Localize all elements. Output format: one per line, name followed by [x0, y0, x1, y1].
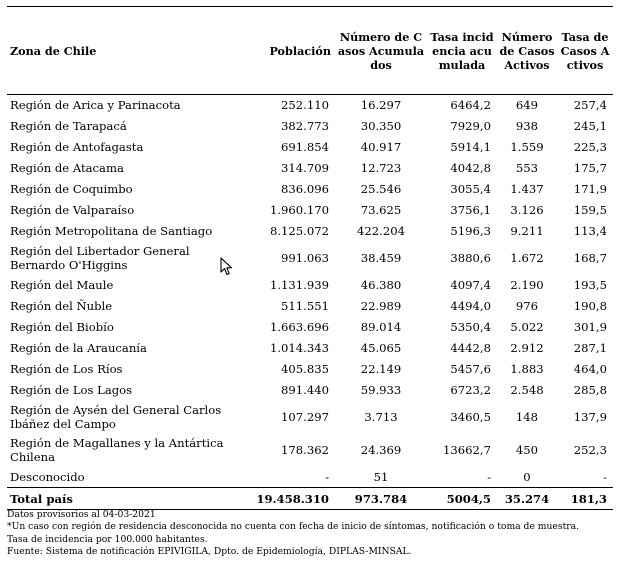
header-tasa-activos: Tasa de Casos Activos: [560, 29, 610, 72]
table-row: [7, 380, 613, 401]
header-zona: Zona de Chile: [10, 43, 97, 58]
row-poblacion: -: [325, 469, 329, 484]
table-row: [7, 467, 613, 488]
row-poblacion: 178.362: [281, 443, 329, 457]
row-tasa-acumulada: 4442,8: [450, 341, 491, 355]
total-casos-acumulados: 973.784: [335, 488, 427, 510]
row-tasa-activos: 190,8: [573, 299, 607, 313]
row-zona: Región de Los Lagos: [10, 383, 133, 397]
row-zona: Región de Magallanes y la Antártica Chilena: [10, 436, 224, 464]
table-row: [7, 275, 613, 296]
table-row: [7, 317, 613, 338]
row-poblacion: 836.096: [281, 182, 329, 196]
row-poblacion: 1.014.343: [269, 341, 329, 355]
row-casos-activos: 9.211: [510, 224, 544, 238]
table-row: [7, 116, 613, 137]
row-tasa-activos: 171,9: [573, 182, 607, 196]
row-casos-activos: 0: [523, 469, 531, 484]
row-tasa-acumulada: 3756,1: [450, 203, 491, 217]
row-tasa-activos: 225,3: [573, 140, 607, 154]
table-row: [7, 242, 613, 275]
row-casos-activos: 1.437: [510, 182, 544, 196]
row-poblacion: 8.125.072: [269, 224, 329, 238]
row-tasa-acumulada: 3055,4: [450, 182, 491, 196]
row-casos-acumulados: 16.297: [360, 98, 402, 113]
footnotes: [7, 509, 613, 558]
row-casos-acumulados: 3.713: [364, 410, 398, 424]
row-tasa-acumulada: 5457,6: [450, 362, 491, 376]
row-casos-acumulados: 46.380: [360, 278, 402, 292]
row-zona: Región del Libertador General Bernardo O'Higgins: [10, 244, 190, 272]
row-zona: Región de Antofagasta: [10, 140, 144, 154]
table-header: [7, 7, 613, 95]
row-zona: Región de Aysén del General Carlos Ibáñez del Campo: [10, 403, 222, 431]
header-tasa-acumulada: Tasa incidencia acumulada: [430, 29, 494, 72]
row-poblacion: 1.663.696: [269, 320, 329, 334]
row-casos-activos: 2.912: [510, 341, 544, 355]
row-tasa-activos: 464,0: [573, 362, 607, 376]
row-zona: Región de Valparaíso: [10, 203, 135, 217]
row-casos-activos: 553: [515, 161, 539, 175]
total-poblacion: 19.458.310: [232, 488, 335, 510]
row-tasa-activos: 245,1: [573, 119, 607, 133]
table-row: [7, 359, 613, 380]
row-zona: Región del Biobío: [10, 320, 114, 334]
row-poblacion: 511.551: [281, 299, 329, 313]
row-tasa-acumulada: 5914,1: [450, 140, 491, 154]
row-casos-acumulados: 22.149: [360, 362, 402, 376]
row-casos-activos: 1.883: [510, 362, 544, 376]
row-tasa-acumulada: -: [487, 469, 491, 484]
row-poblacion: 252.110: [281, 98, 329, 113]
row-tasa-activos: 285,8: [573, 383, 607, 397]
row-casos-activos: 649: [515, 98, 539, 113]
table-row: [7, 434, 613, 467]
footnote-provisional: Datos provisorios al 04-03-2021: [7, 509, 156, 520]
footnote-rate: Tasa de incidencia por 100.000 habitantes.: [7, 533, 208, 545]
row-zona: Región Metropolitana de Santiago: [10, 224, 213, 238]
row-tasa-activos: 159,5: [573, 203, 607, 217]
row-casos-acumulados: 422.204: [357, 224, 405, 238]
row-poblacion: 314.709: [281, 161, 329, 175]
row-poblacion: 107.297: [281, 410, 329, 424]
footnote-unknown-region: *Un caso con región de residencia desconocida no cuenta con fecha de inicio de síntomas, notificación o toma de muestra.: [7, 521, 580, 533]
table-body: [7, 95, 613, 488]
row-casos-activos: 938: [515, 119, 539, 133]
row-zona: Región de Coquimbo: [10, 182, 133, 196]
row-casos-activos: 450: [515, 443, 539, 457]
table-row: [7, 158, 613, 179]
row-casos-acumulados: 24.369: [360, 443, 402, 457]
row-zona: Región del Ñuble: [10, 299, 113, 313]
row-tasa-acumulada: 3460,5: [450, 410, 491, 424]
header-casos-activos: Número de Casos Activos: [499, 29, 555, 72]
row-casos-acumulados: 89.014: [360, 320, 402, 334]
table-row: [7, 221, 613, 242]
row-tasa-acumulada: 4494,0: [450, 299, 491, 313]
row-poblacion: 405.835: [281, 362, 329, 376]
row-casos-acumulados: 30.350: [360, 119, 402, 133]
row-casos-activos: 3.126: [510, 203, 544, 217]
header-poblacion: Población: [269, 43, 331, 58]
row-tasa-activos: 193,5: [573, 278, 607, 292]
total-casos-activos: 35.274: [497, 488, 557, 510]
row-tasa-acumulada: 5196,3: [450, 224, 491, 238]
table-row: [7, 401, 613, 434]
table-row: [7, 137, 613, 158]
total-tasa-activos: 181,3: [557, 488, 613, 510]
row-tasa-activos: 168,7: [573, 251, 607, 265]
row-tasa-acumulada: 4042,8: [450, 161, 491, 175]
row-casos-acumulados: 40.917: [360, 140, 402, 154]
row-tasa-activos: -: [603, 469, 607, 484]
total-zona: Total país: [7, 488, 232, 510]
table-footer: [7, 488, 613, 510]
footnote-source: Fuente: Sistema de notificación EPIVIGILA, Dpto. de Epidemiología, DIPLAS-MINSAL.: [7, 545, 412, 557]
row-tasa-activos: 257,4: [573, 98, 607, 113]
row-tasa-acumulada: 3880,6: [450, 251, 491, 265]
total-tasa-acumulada: 5004,5: [427, 488, 497, 510]
table-row: [7, 179, 613, 200]
row-tasa-activos: 287,1: [573, 341, 607, 355]
row-poblacion: 1.960.170: [269, 203, 329, 217]
row-tasa-acumulada: 5350,4: [450, 320, 491, 334]
row-casos-acumulados: 12.723: [360, 161, 402, 175]
row-tasa-activos: 113,4: [573, 224, 607, 238]
row-zona: Desconocido: [10, 469, 85, 484]
table-row: [7, 95, 613, 116]
row-casos-acumulados: 25.546: [360, 182, 402, 196]
row-zona: Región de Atacama: [10, 161, 124, 175]
row-poblacion: 691.854: [281, 140, 329, 154]
row-poblacion: 1.131.939: [269, 278, 329, 292]
row-casos-acumulados: 73.625: [360, 203, 402, 217]
row-casos-acumulados: 59.933: [360, 383, 402, 397]
row-tasa-activos: 175,7: [573, 161, 607, 175]
row-tasa-acumulada: 6723,2: [450, 383, 491, 397]
table-row: [7, 296, 613, 317]
row-casos-activos: 1.672: [510, 251, 544, 265]
table-row: [7, 200, 613, 221]
row-casos-activos: 5.022: [510, 320, 544, 334]
row-casos-acumulados: 22.989: [360, 299, 402, 313]
row-tasa-activos: 137,9: [573, 410, 607, 424]
row-tasa-acumulada: 7929,0: [450, 119, 491, 133]
row-casos-activos: 148: [515, 410, 539, 424]
row-zona: Región del Maule: [10, 278, 114, 292]
row-zona: Región de Tarapacá: [10, 119, 127, 133]
row-tasa-acumulada: 13662,7: [443, 443, 491, 457]
row-casos-acumulados: 38.459: [360, 251, 402, 265]
row-zona: Región de Los Ríos: [10, 362, 123, 376]
row-casos-activos: 1.559: [510, 140, 544, 154]
row-casos-acumulados: 45.065: [360, 341, 402, 355]
row-casos-activos: 976: [515, 299, 539, 313]
row-tasa-acumulada: 4097,4: [450, 278, 491, 292]
row-tasa-activos: 252,3: [573, 443, 607, 457]
total-row: [7, 488, 613, 510]
row-tasa-activos: 301,9: [573, 320, 607, 334]
row-poblacion: 891.440: [281, 383, 329, 397]
row-tasa-acumulada: 6464,2: [450, 98, 491, 113]
header-casos-acumulados: Número de Casos Acumulados: [337, 29, 425, 72]
row-casos-acumulados: 51: [373, 469, 389, 484]
row-poblacion: 991.063: [281, 251, 329, 265]
row-zona: Región de Arica y Parinacota: [10, 98, 181, 113]
row-poblacion: 382.773: [281, 119, 329, 133]
row-casos-activos: 2.548: [510, 383, 544, 397]
row-casos-activos: 2.190: [510, 278, 544, 292]
table-row: [7, 338, 613, 359]
cases-table: [7, 6, 613, 510]
row-zona: Región de la Araucanía: [10, 341, 147, 355]
mouse-pointer-icon: [220, 257, 234, 277]
